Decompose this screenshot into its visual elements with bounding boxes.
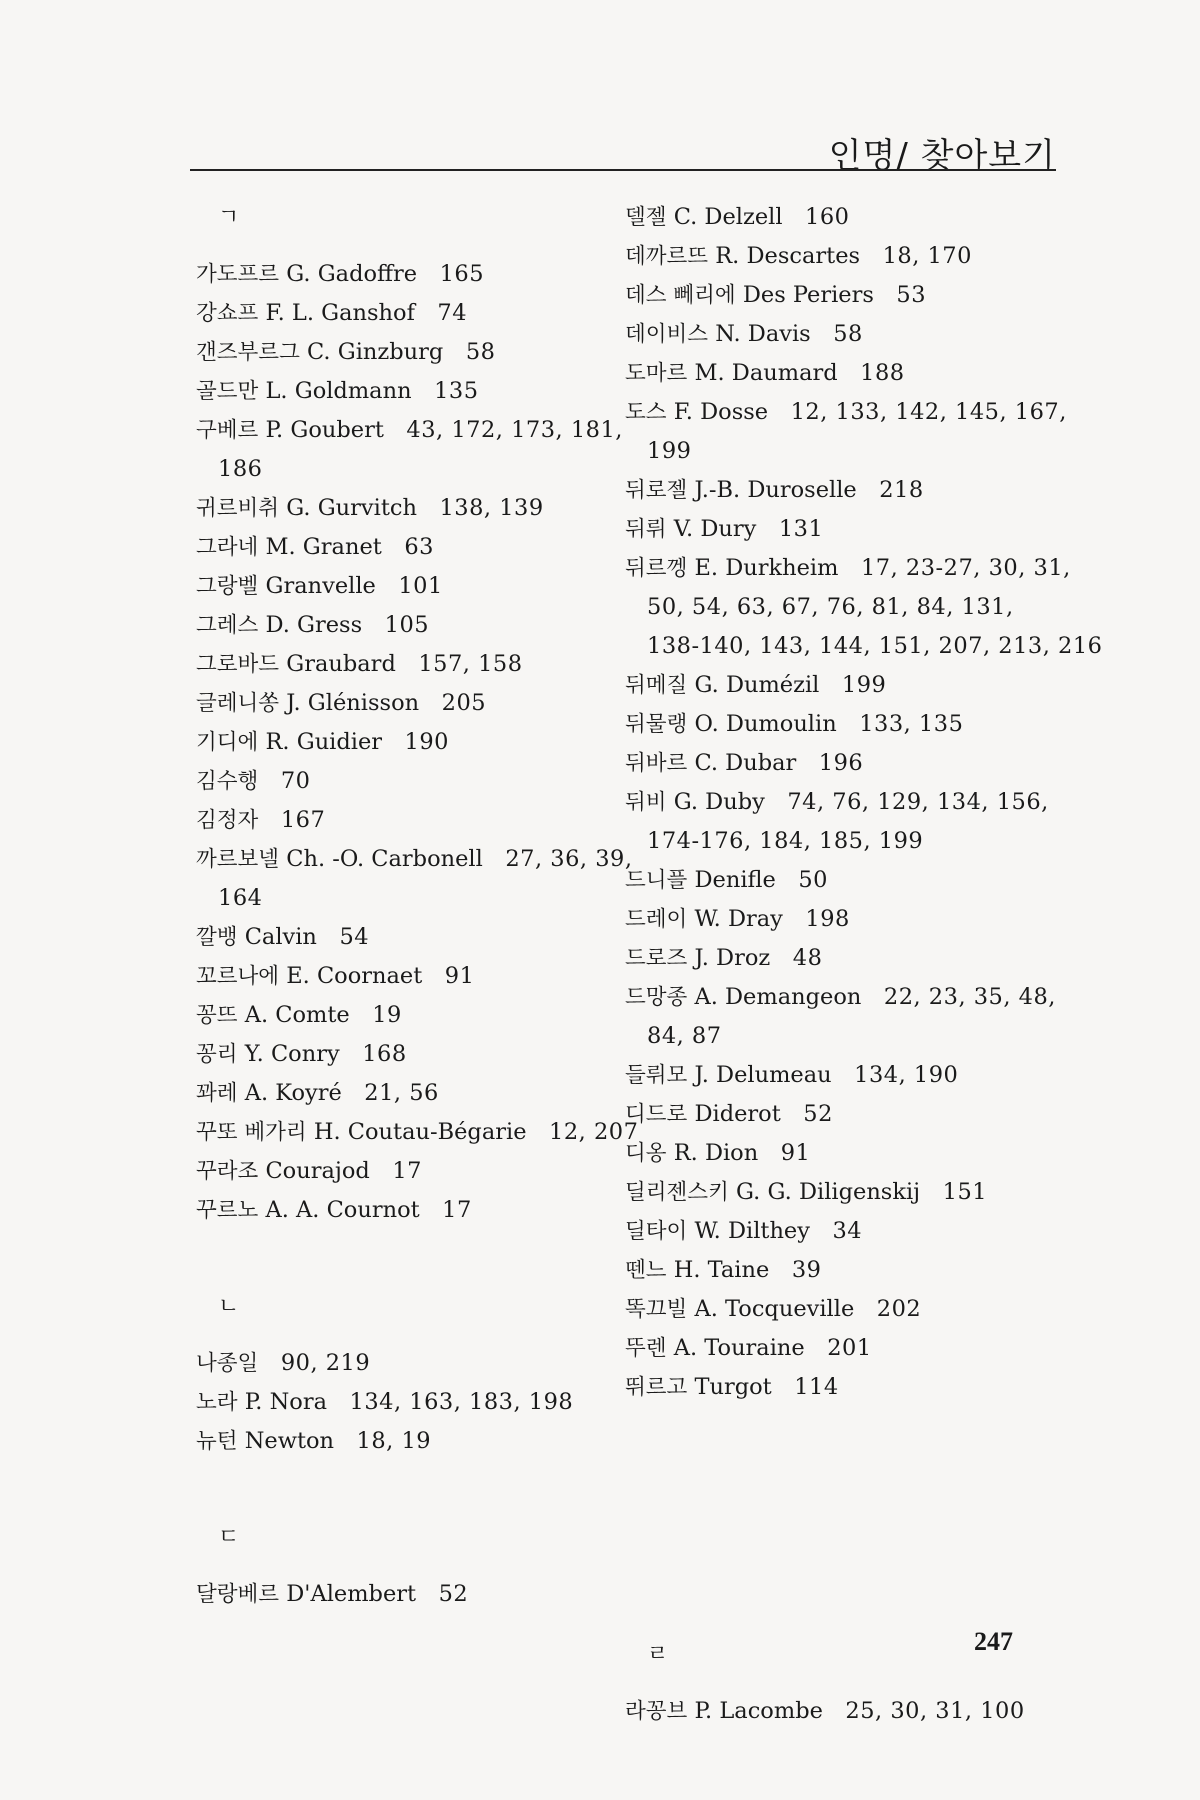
original-name: Newton [244,1428,335,1454]
index-entry [196,255,616,294]
page-refs: 201 [827,1335,872,1361]
korean-name: 똑끄빌 [625,1297,688,1322]
korean-name: 꼬르나에 [196,964,280,989]
original-name: Courajod [265,1158,370,1184]
page-refs: 52 [803,1101,833,1127]
page-refs: 202 [876,1296,922,1322]
korean-name: 꽁뜨 [196,1003,238,1028]
index-column-right [625,198,1103,1731]
page-refs: 58 [465,339,496,365]
section-letter: ㄴ [218,1294,240,1319]
index-entry [625,705,1055,744]
original-name: C. Ginzburg [307,339,444,365]
original-name: G. Gurvitch [286,495,417,521]
original-name: W. Dray [694,906,783,932]
index-entry [196,606,616,645]
page-refs: 43, 172, 173, 181, [406,417,623,443]
letter-spacer [196,1326,616,1344]
korean-name: 나종일 [196,1351,259,1376]
page-refs: 17 [392,1158,422,1184]
index-entry [625,666,1055,705]
original-name: G. G. Diligenskij [736,1179,921,1205]
header-rule [190,169,1056,171]
index-entry [625,1251,1055,1290]
original-name: Turgot [694,1374,772,1400]
page-refs: 198 [805,906,850,932]
original-name: Y. Conry [244,1041,340,1067]
page-refs: 22, 23, 35, 48, [883,984,1056,1010]
index-entry [625,744,1055,783]
korean-name: 도마르 [625,361,688,386]
original-name: W. Dilthey [694,1218,810,1244]
page-refs: 167 [280,807,326,833]
index-entry [196,840,633,918]
original-name: Granvelle [265,573,376,599]
page-refs: 52 [438,1581,469,1607]
page-refs: 25, 30, 31, 100 [845,1698,1025,1724]
page-refs: 53 [896,282,927,308]
original-name: Diderot [694,1101,781,1127]
section-gap [196,1461,616,1518]
index-column-left [196,198,639,1614]
page-refs: 91 [444,963,475,989]
index-entry [196,1035,616,1074]
index-entry [625,1368,1055,1407]
page-refs: 18, 19 [356,1428,432,1454]
original-name: E. Coornaet [286,963,423,989]
korean-name: 강쇼프 [196,301,259,326]
original-name: M. Granet [265,534,382,560]
original-name: A. Koyré [244,1080,342,1106]
korean-name: 기디에 [196,730,259,755]
original-name: R. Dion [673,1140,759,1166]
index-entry [196,1344,616,1383]
korean-name: 디옹 [625,1141,667,1166]
letter-spacer [196,1557,616,1575]
original-name: G. Gadoffre [286,261,418,287]
page-refs: 74, 76, 129, 134, 156, [787,789,1049,815]
page-refs: 151 [942,1179,988,1205]
original-name: J. Droz [694,945,771,971]
page-refs: 50 [798,867,828,893]
page-refs: 138, 139 [439,495,544,521]
korean-name: 글레니쏭 [196,691,280,716]
korean-name: 그레스 [196,613,259,638]
page-refs: 90, 219 [280,1350,371,1376]
korean-name: 까르보넬 [196,847,280,872]
original-name: A. Tocqueville [694,1296,855,1322]
korean-name: 뒤물랭 [625,712,688,737]
page-refs: 18, 170 [882,243,972,269]
index-entry [196,957,616,996]
index-entry [625,939,1055,978]
index-entry [625,549,1103,666]
original-name: Calvin [244,924,317,950]
page-refs: 160 [805,204,850,230]
original-name: P. Lacombe [694,1698,823,1724]
index-entry [625,1329,1055,1368]
korean-name: 김수행 [196,769,259,794]
original-name: Graubard [286,651,396,677]
korean-name: 그로바드 [196,652,280,677]
index-entry [196,762,616,801]
korean-name: 꾸라조 [196,1159,259,1184]
korean-name: 그라네 [196,535,259,560]
page-refs: 101 [398,573,443,599]
page-refs: 133, 135 [859,711,964,737]
page-number: 247 [974,1627,1013,1656]
original-name: Denifle [694,867,776,893]
korean-name: 데스 뻬리에 [625,283,736,308]
korean-name: 디드로 [625,1102,688,1127]
page-refs-continued: 50, 54, 63, 67, 76, 81, 84, 131, [647,594,1014,620]
letter-spacer [625,1674,1055,1692]
index-entry [196,1191,616,1230]
original-name: G. Duby [673,789,765,815]
page-refs-continued: 84, 87 [647,1023,722,1049]
index-entry [196,1113,639,1152]
original-name: O. Dumoulin [694,711,837,737]
page-refs: 27, 36, 39, [505,846,633,872]
korean-name: 드니플 [625,868,688,893]
korean-name: 델젤 [625,205,667,230]
korean-name: 뒤비 [625,790,667,815]
page-refs: 70 [280,768,311,794]
index-entry [196,684,616,723]
letter-spacer [196,237,616,255]
index-entry [625,471,1055,510]
korean-name: 꾸또 베가리 [196,1120,307,1145]
korean-name: 달랑베르 [196,1582,280,1607]
korean-name: 드로즈 [625,946,688,971]
index-entry [196,528,616,567]
index-entry [196,1422,616,1461]
original-name: J. Delumeau [694,1062,832,1088]
korean-name: 깔뱅 [196,925,238,950]
page-refs: 12, 133, 142, 145, 167, [790,399,1067,425]
index-entry [196,645,616,684]
index-entry [196,1575,616,1614]
korean-name: 들뤼모 [625,1063,688,1088]
running-header: 인명/ 찾아보기 [828,136,1056,176]
page-refs: 74 [437,300,468,326]
korean-name: 뒤바르 [625,751,688,776]
page-refs: 105 [384,612,430,638]
index-entry [625,510,1055,549]
page-refs: 12, 207 [549,1119,639,1145]
korean-name: 라꽁브 [625,1699,688,1724]
korean-name: 골드만 [196,379,259,404]
original-name: A. Touraine [673,1335,805,1361]
original-name: N. Davis [715,321,811,347]
index-entry [625,1134,1055,1173]
page-refs: 199 [841,672,887,698]
page-refs: 196 [818,750,864,776]
korean-name: 데까르뜨 [625,244,709,269]
korean-name: 구베르 [196,418,259,443]
index-entry [625,900,1055,939]
page-refs: 135 [434,378,479,404]
index-entry [625,1692,1055,1731]
original-name: M. Daumard [694,360,838,386]
section-gap [625,1407,1055,1635]
index-entry [625,783,1055,861]
original-name: P. Nora [244,1389,327,1415]
index-entry [625,1173,1055,1212]
korean-name: 귀르비취 [196,496,280,521]
original-name: Des Periers [742,282,874,308]
original-name: V. Dury [673,516,757,542]
original-name: H. Taine [673,1257,770,1283]
page-refs-continued: 199 [647,438,692,464]
korean-name: 뛰르고 [625,1375,688,1400]
index-entry [196,489,616,528]
korean-name: 노라 [196,1390,238,1415]
page-refs: 34 [832,1218,863,1244]
original-name: A. A. Cournot [265,1197,420,1223]
original-name: G. Dumézil [694,672,820,698]
original-name: F. Dosse [673,399,769,425]
korean-name: 뒤메질 [625,673,688,698]
page-refs: 190 [404,729,449,755]
page-refs: 58 [833,321,863,347]
page-refs: 63 [404,534,434,560]
page-refs: 17, 23-27, 30, 31, [860,555,1071,581]
original-name: R. Descartes [715,243,861,269]
index-entry [625,1212,1055,1251]
korean-name: 뉴턴 [196,1429,238,1454]
korean-name: 가도프르 [196,262,280,287]
index-entry [196,372,616,411]
korean-name: 드레이 [625,907,688,932]
korean-name: 뒤로젤 [625,478,688,503]
original-name: H. Coutau-Bégarie [313,1119,527,1145]
korean-name: 그랑벨 [196,574,259,599]
korean-name: 꾸르노 [196,1198,259,1223]
index-entry [625,276,1055,315]
page-refs: 134, 190 [854,1062,959,1088]
original-name: L. Goldmann [265,378,412,404]
index-entry [625,393,1067,471]
page-refs: 91 [780,1140,811,1166]
original-name: J. Glénisson [286,690,420,716]
korean-name: 뒤뤼 [625,517,667,542]
korean-name: 딜리젠스키 [625,1180,729,1205]
index-entry [625,315,1055,354]
korean-name: 꽈레 [196,1081,238,1106]
original-name: A. Comte [244,1002,350,1028]
original-name: D'Alembert [286,1581,417,1607]
page-refs: 19 [372,1002,402,1028]
page-refs: 131 [778,516,824,542]
section-letter: ㄱ [218,205,240,230]
korean-name: 갠즈부르그 [196,340,300,365]
korean-name: 꽁리 [196,1042,238,1067]
original-name: P. Goubert [265,417,384,443]
page-refs: 21, 56 [364,1080,439,1106]
korean-name: 뚜렌 [625,1336,667,1361]
page-refs-continued: 186 [218,456,263,482]
original-name: D. Gress [265,612,363,638]
index-entry [625,237,1055,276]
page-refs: 165 [439,261,485,287]
korean-name: 데이비스 [625,322,709,347]
page-refs: 205 [441,690,487,716]
korean-name: 도스 [625,400,667,425]
index-entry [625,1095,1055,1134]
index-entry [196,1152,616,1191]
index-entry [196,801,616,840]
index-entry [625,1056,1055,1095]
korean-name: 뗀느 [625,1258,667,1283]
page-refs: 157, 158 [418,651,523,677]
index-entry [625,354,1055,393]
index-entry [625,978,1055,1056]
original-name: R. Guidier [265,729,383,755]
page-refs: 48 [792,945,823,971]
index-entry [196,333,616,372]
original-name: J.-B. Duroselle [694,477,857,503]
page-refs: 218 [879,477,924,503]
page-refs-continued: 174-176, 184, 185, 199 [647,828,924,854]
original-name: A. Demangeon [694,984,862,1010]
index-entry [625,198,1055,237]
index-entry [196,918,616,957]
original-name: Ch. -O. Carbonell [286,846,483,872]
index-entry [625,1290,1055,1329]
page-refs: 188 [860,360,905,386]
page-refs: 39 [791,1257,822,1283]
index-entry [625,861,1055,900]
page-refs-continued: 164 [218,885,263,911]
korean-name: 뒤르껭 [625,556,688,581]
original-name: F. L. Ganshof [265,300,415,326]
index-entry [196,1383,616,1422]
page-refs-continued: 138-140, 143, 144, 151, 207, 213, 216 [647,633,1103,659]
original-name: C. Delzell [673,204,783,230]
korean-name: 딜타이 [625,1219,688,1244]
korean-name: 드망종 [625,985,688,1010]
index-entry [196,411,623,489]
page-refs: 54 [339,924,370,950]
section-letter: ㄹ [647,1642,669,1667]
korean-name: 김정자 [196,808,259,833]
page-refs: 168 [362,1041,407,1067]
index-entry [196,723,616,762]
index-entry [196,996,616,1035]
index-entry [196,294,616,333]
index-entry [196,567,616,606]
original-name: E. Durkheim [694,555,839,581]
section-letter: ㄷ [218,1525,240,1550]
page-refs: 17 [442,1197,472,1223]
index-entry [196,1074,616,1113]
page-refs: 114 [794,1374,839,1400]
section-gap [196,1230,616,1287]
original-name: C. Dubar [694,750,797,776]
page-refs: 134, 163, 183, 198 [349,1389,574,1415]
